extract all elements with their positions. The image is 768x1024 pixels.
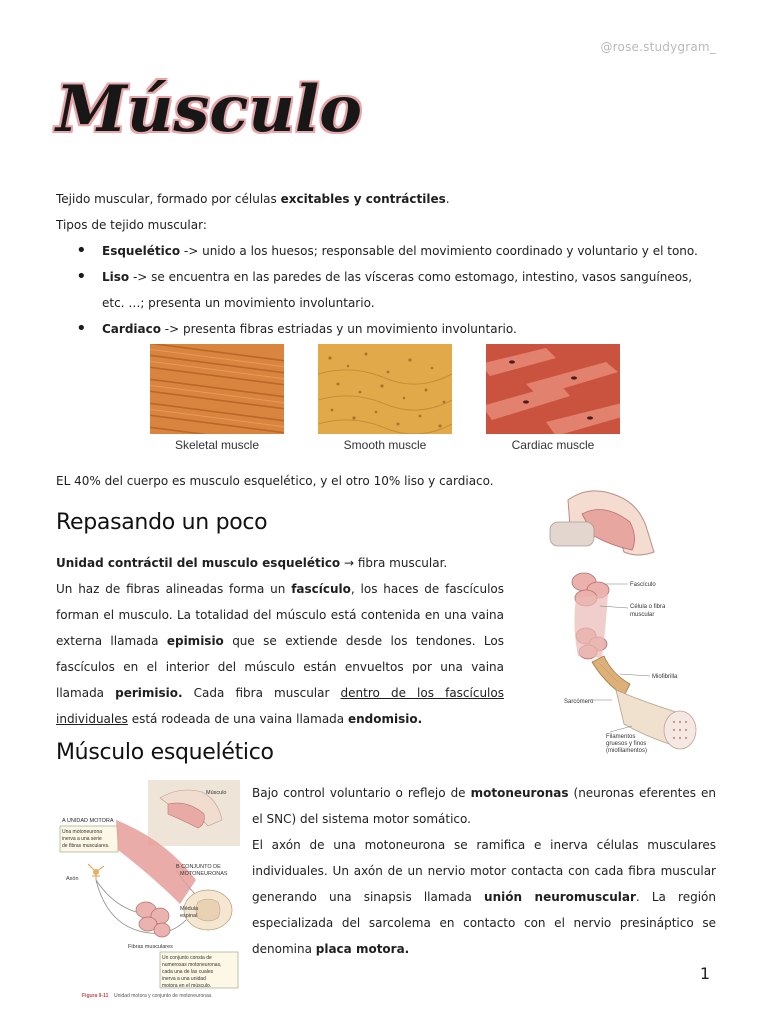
label-axon: Axón xyxy=(66,876,79,882)
desc-smooth: -> se encuentra en las paredes de las vísceras como estomago, intestino, vasos sanguíneos, etc. …; presenta un movimiento involuntario. xyxy=(102,270,693,310)
section-heading-review: Repasando un poco xyxy=(56,510,268,535)
label-pool: B CONJUNTO DE xyxy=(176,864,221,870)
box2-line3: cada una de las cuales xyxy=(162,969,214,975)
caption-cardiac: Cardiac muscle xyxy=(511,438,595,452)
list-item-cardiac xyxy=(76,316,716,342)
term-perimisio: perimisio. xyxy=(115,686,183,700)
term-union-neuromuscular: unión neuromuscular xyxy=(484,890,636,904)
section-heading-skeletal: Músculo esquelético xyxy=(56,740,274,765)
label-filaments: Filamentos xyxy=(606,734,636,740)
label-muscle: Músculo xyxy=(206,790,227,796)
intro-period: . xyxy=(445,192,450,206)
skeletal-muscle-image xyxy=(150,344,284,434)
label-filaments-3: (miofilamentos) xyxy=(606,748,648,754)
text-span: (neuronas eferentes en el SNC) del sistema motor somático. xyxy=(252,786,717,826)
cardiac-muscle-figure xyxy=(486,344,620,458)
text-span: , los haces de fascículos forman el musculo. La totalidad del músculo está contenida en una vaina externa llamada xyxy=(56,582,504,648)
contractile-unit-line xyxy=(56,550,504,576)
desc-skeletal: -> unido a los huesos; responsable del movimiento coordinado y voluntario y el tono. xyxy=(180,244,698,258)
caption-smooth: Smooth muscle xyxy=(343,438,427,452)
term-fasciculo: fascículo xyxy=(291,582,351,596)
text-span: El axón de una motoneurona se ramifica e inerva células musculares individuales. Un axón de un nervio motor contacta con cada fibra muscular generando una sinapsis llamada xyxy=(252,838,716,904)
text-span: está rodeada de una vaina llamada xyxy=(127,712,348,726)
text-span: Cada fibra muscular xyxy=(182,686,341,700)
label-pool-2: MOTONEURONAS xyxy=(180,871,228,877)
text-span: Un haz de fibras alineadas forma un xyxy=(56,582,292,596)
box2-line5: motora en el músculo. xyxy=(162,983,212,989)
cardiac-muscle-image xyxy=(486,344,620,434)
intro-text: Tejido muscular, formado por células xyxy=(56,192,281,206)
term-epimisio: epimisio xyxy=(166,634,224,648)
caption-skeletal: Skeletal muscle xyxy=(174,438,260,452)
label-motor-unit: A UNIDAD MOTORA xyxy=(62,818,114,824)
box1-line1: Una motoneurona xyxy=(62,829,103,835)
term-skeletal: Esquelético xyxy=(102,244,181,258)
motor-unit-diagram xyxy=(56,780,242,1002)
list-item-smooth xyxy=(76,264,716,316)
skeletal-body xyxy=(252,780,716,962)
intro-keyword: excitables y contráctiles xyxy=(280,192,446,206)
motoneuron-paragraph xyxy=(252,780,716,832)
fascicle-paragraph xyxy=(56,576,504,732)
smooth-muscle-image xyxy=(318,344,452,434)
intro-section xyxy=(56,186,716,342)
box1-line2: inerva a una serie xyxy=(62,836,102,842)
label-sarcomere: Sarcómero xyxy=(564,699,594,705)
label-fiber-2: muscular xyxy=(630,612,655,618)
text-span: que se extiende desde los tendones. Los fascículos en el interior del músculo están envueltos por una vaina llamada xyxy=(56,634,504,700)
tissue-types-list xyxy=(56,238,716,342)
label-fiber: Célula o fibra xyxy=(630,604,666,610)
text-span: . La región especializada del sarcolema en contacto con el nervio presináptico se denomina xyxy=(252,890,716,956)
term-smooth: Liso xyxy=(102,270,130,284)
desc-cardiac: -> presenta fibras estriadas y un movimiento involuntario. xyxy=(160,322,517,336)
box2-line1: Un conjunto consta de xyxy=(162,955,212,961)
tissue-photos xyxy=(150,344,620,458)
smooth-muscle-figure xyxy=(318,344,452,458)
arrow-glyph: → xyxy=(340,556,358,570)
muscle-structure-diagram xyxy=(520,486,716,762)
term-motoneuronas: motoneuronas xyxy=(470,786,569,800)
author-handle: @rose.studygram_ xyxy=(600,40,716,54)
list-item-skeletal xyxy=(76,238,716,264)
percent-note: EL 40% del cuerpo es musculo esquelético, y el otro 10% liso y cardiaco. xyxy=(56,474,494,488)
label-myofibril: Miofibrilla xyxy=(652,674,678,680)
label-filaments-2: gruesos y finos xyxy=(606,741,647,747)
page-number: 1 xyxy=(699,964,710,983)
term-placa-motora: placa motora. xyxy=(315,942,410,956)
types-heading: Tipos de tejido muscular: xyxy=(56,218,207,232)
axon-paragraph xyxy=(252,832,716,962)
text-span: Bajo control voluntario o reflejo de xyxy=(252,786,471,800)
label-spinal-cord-2: espinal xyxy=(180,913,198,919)
intro-definition xyxy=(56,186,716,212)
label-spinal-cord: Médula xyxy=(180,906,199,912)
figure-caption: Unidad motora y conjunto de motoneuronas. xyxy=(114,993,213,999)
box1-line3: de fibras musculares. xyxy=(62,843,110,849)
label-muscle-fibers: Fibras musculares xyxy=(128,944,173,950)
skeletal-muscle-figure xyxy=(150,344,284,458)
box2-line4: inerva a una unidad xyxy=(162,976,206,982)
contractile-unit-term: Unidad contráctil del musculo esquelético xyxy=(56,556,341,570)
figure-number: Figura 9-11 xyxy=(82,993,109,999)
box2-line2: numerosas motoneuronas, xyxy=(162,962,222,968)
underlined-phrase: dentro de los fascículos individuales xyxy=(56,686,504,726)
contractile-unit-value: fibra muscular. xyxy=(357,556,448,570)
term-cardiac: Cardiaco xyxy=(102,322,161,336)
label-fasciculo: Fascículo xyxy=(630,582,656,588)
review-body xyxy=(56,550,504,732)
term-endomisio: endomisio. xyxy=(347,712,423,726)
page-title: Músculo xyxy=(56,72,362,147)
